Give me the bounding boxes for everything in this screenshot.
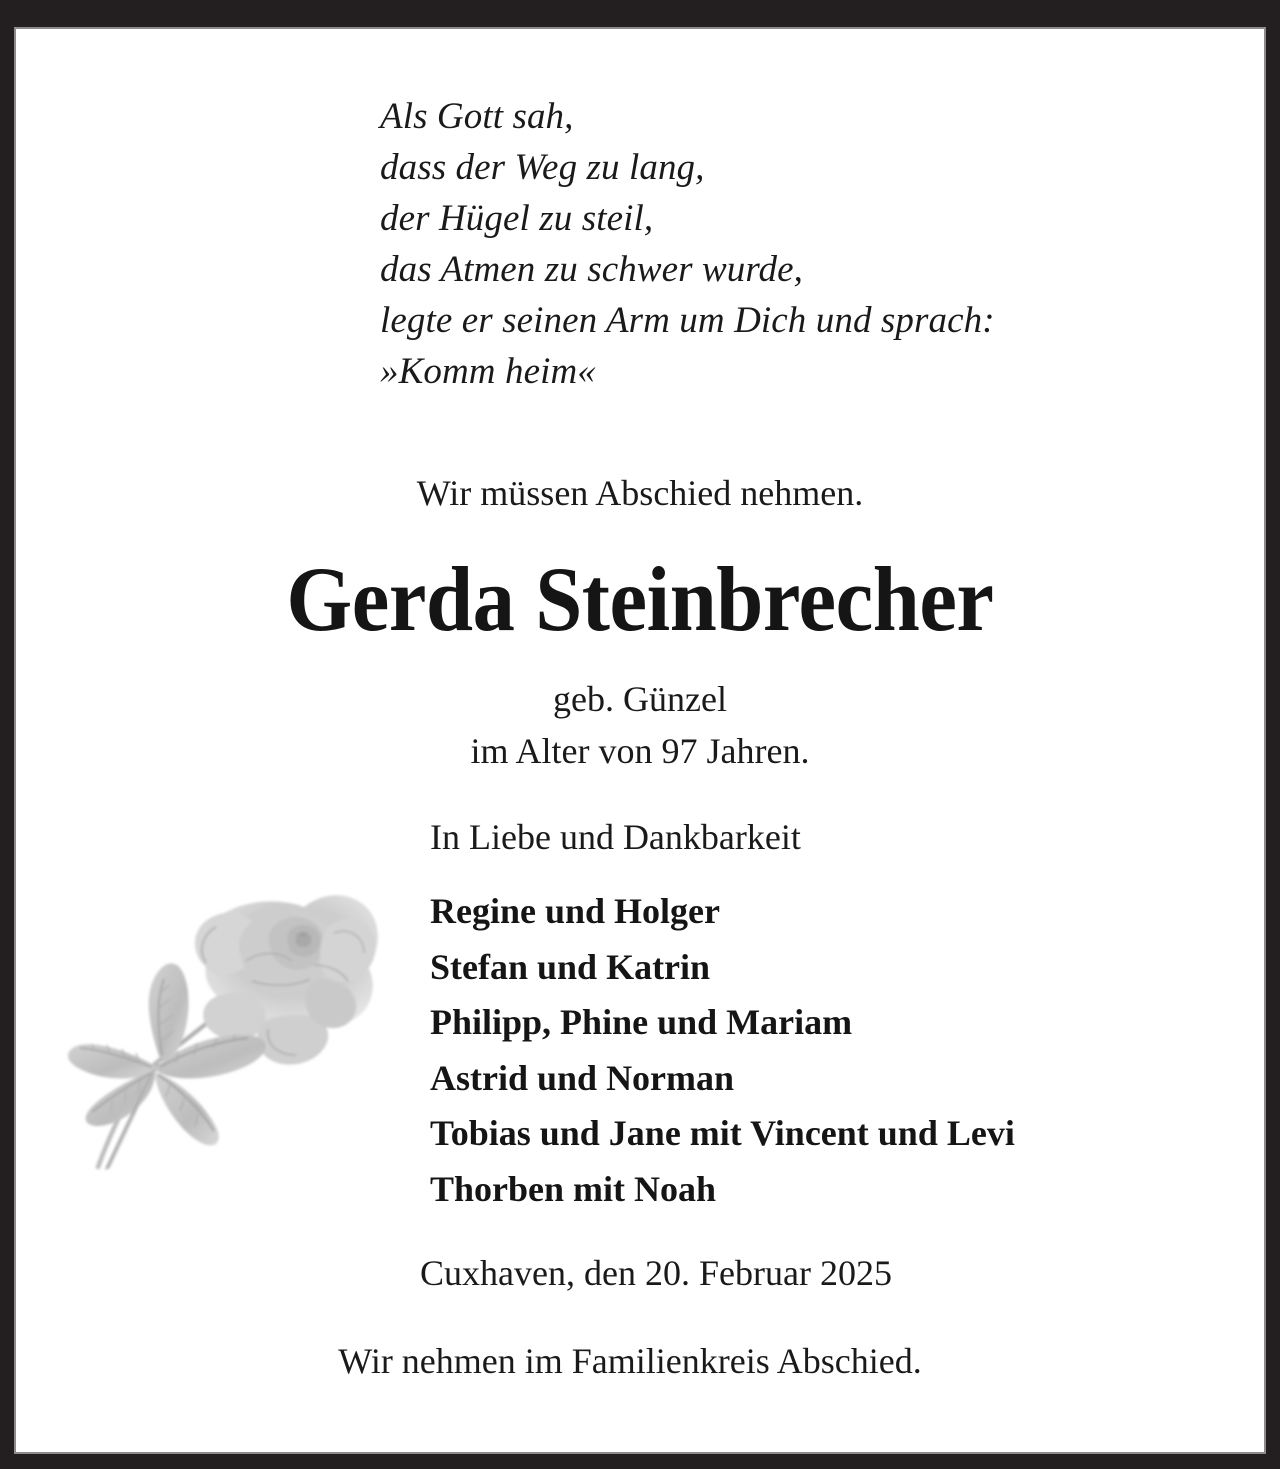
- mourner-line: Astrid und Norman: [430, 1057, 735, 1098]
- poem-line: »Komm heim«: [380, 351, 596, 392]
- dedication-text: In Liebe und Dankbarkeit: [430, 817, 801, 857]
- obituary-card: [16, 29, 1264, 1452]
- deceased-name: Gerda Steinbrecher: [286, 548, 994, 650]
- poem-line: Als Gott sah,: [380, 96, 574, 137]
- poem-line: das Atmen zu schwer wurde,: [380, 249, 803, 290]
- mourner-line: Stefan und Katrin: [430, 946, 711, 987]
- poem-line: legte er seinen Arm um Dich und sprach:: [380, 300, 995, 341]
- rose-icon: [56, 855, 386, 1200]
- maiden-name: geb. Günzel: [553, 679, 727, 719]
- mourners-list: [430, 884, 1015, 1217]
- announcement-text: Wir müssen Abschied nehmen.: [416, 473, 864, 513]
- mourner-line: Tobias und Jane mit Vincent und Levi: [430, 1113, 1015, 1153]
- deceased-details: [16, 673, 1264, 777]
- poem-line: der Hügel zu steil,: [380, 198, 654, 239]
- poem-block: [380, 91, 1240, 397]
- mourner-line: Philipp, Phine und Mariam: [430, 1002, 853, 1042]
- funeral-note-text: Wir nehmen im Familienkreis Abschied.: [338, 1341, 922, 1381]
- mourner-line: Thorben mit Noah: [430, 1168, 717, 1209]
- place-date-text: Cuxhaven, den 20. Februar 2025: [420, 1253, 892, 1293]
- age-line: im Alter von 97 Jahren.: [470, 731, 810, 771]
- mourner-line: Regine und Holger: [430, 891, 721, 931]
- poem-line: dass der Weg zu lang,: [380, 147, 705, 188]
